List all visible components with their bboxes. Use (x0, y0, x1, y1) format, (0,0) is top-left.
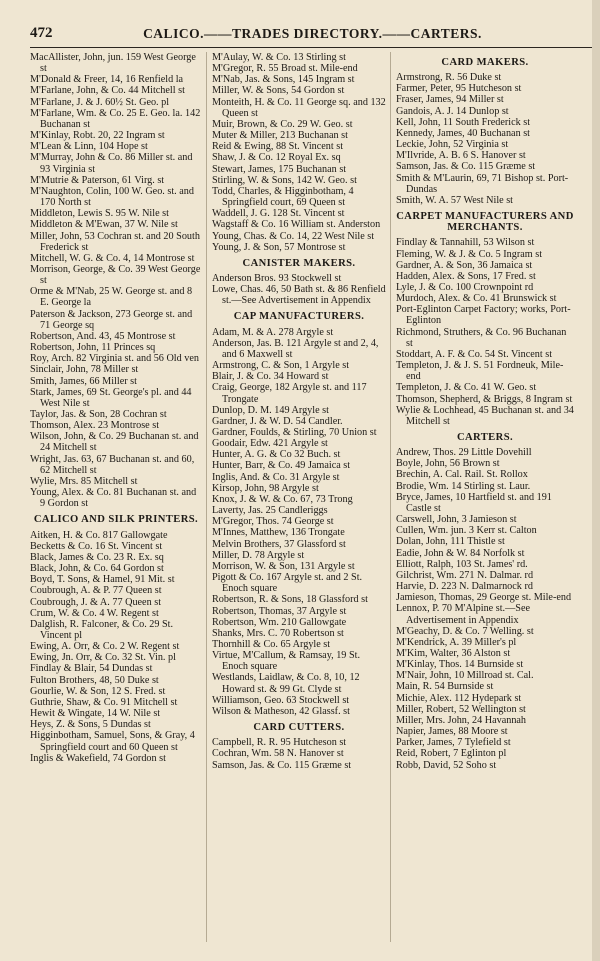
directory-entry: Monteith, H. & Co. 11 George sq. and 132 Queen st (212, 96, 386, 119)
directory-entry: Laverty, Jas. 25 Candleriggs (212, 505, 328, 517)
directory-entry: Fleming, W. & J. & Co. 5 Ingram st (396, 248, 543, 260)
directory-entry: Smith & M'Laurin, 69, 71 Bishop st. Port-Dundas (396, 172, 569, 195)
directory-entry: Bryce, James, 10 Hartfield st. and 191 Castle st (396, 491, 552, 514)
directory-entry: Boyle, John, 56 Brown st (396, 458, 500, 470)
directory-entry: Knox, J. & W. & Co. 67, 73 Trong (212, 493, 353, 505)
directory-entry: Thomson, Shepherd, & Briggs, 8 Ingram st (396, 393, 573, 405)
column-middle (212, 52, 386, 771)
section-heading: CARTERS. (456, 432, 514, 443)
directory-entry: Cochran, Wm. 58 N. Hanover st (212, 748, 344, 760)
directory-entry: Higginbotham, Samuel, Sons, & Gray, 4 Springfield court and 60 Queen st (30, 730, 195, 753)
directory-entry: Napier, James, 88 Moore st (396, 726, 508, 738)
directory-entry: Young, Chas. & Co. 14, 22 West Nile st (212, 230, 375, 242)
directory-entry: Middleton, Lewis S. 95 W. Nile st (30, 208, 169, 220)
directory-entry: Inglis, And. & Co. 31 Argyle st (212, 471, 340, 483)
directory-entry: Leckie, John, 52 Virginia st (396, 139, 509, 151)
directory-entry: Lowe, Chas. 46, 50 Bath st. & 86 Renfield st.—See Advertisement in Appendix (212, 284, 386, 307)
directory-entry: Wilson & Matheson, 42 Glassf. st (212, 705, 350, 717)
directory-entry: Stoddart, A. F. & Co. 54 St. Vincent st (396, 348, 553, 360)
directory-entry: MacAllister, John, jun. 159 West George st (30, 52, 196, 75)
page-number: 472 (30, 25, 53, 41)
directory-entry: Heys, Z. & Sons, 5 Dundas st (30, 719, 151, 731)
directory-entry: Smith, James, 66 Miller st (30, 375, 137, 387)
directory-entry: Robertson, Thomas, 37 Argyle st (212, 605, 347, 617)
directory-entry: M'Gregor, R. 55 Broad st. Mile-end (212, 63, 358, 75)
directory-entry: Templeton, J. & Co. 41 W. Geo. st (396, 382, 537, 394)
directory-entry: Hewit & Wingate, 14 W. Nile st (30, 708, 161, 720)
directory-entry: Robertson, R. & Sons, 18 Glassford st (212, 594, 368, 606)
section-heading: CARD MAKERS. (441, 57, 529, 68)
section-heading: CANISTER MAKERS. (242, 257, 356, 269)
directory-entry: Thomson, Alex. 23 Montrose st (30, 420, 160, 432)
page-header (30, 23, 595, 48)
directory-entry: M'Naughton, Colin, 100 W. Geo. st. and 170 North st (30, 185, 194, 209)
directory-entry: Robertson, Wm. 210 Gallowgate (212, 616, 347, 628)
directory-entry: Sinclair, John, 78 Miller st (30, 364, 139, 376)
directory-entry: Ewing, A. Orr, & Co. 2 W. Regent st (30, 641, 180, 653)
directory-entry: Muter & Miller, 213 Buchanan st (212, 130, 348, 142)
directory-entry: M'Lean & Linn, 104 Hope st (30, 141, 148, 153)
section-heading: CALICO AND SILK PRINTERS. (33, 514, 199, 526)
directory-entry: Carswell, John, 3 Jamieson st (396, 514, 517, 526)
directory-entry: Samson, Jas. & Co. 115 Græme st (212, 759, 352, 771)
directory-entry: Kirsop, John, 98 Argyle st (212, 482, 319, 494)
directory-entry: Inglis & Wakefield, 74 Gordon st (30, 752, 166, 764)
directory-entry: Stark, James, 69 St. George's pl. and 44 West Nile st (30, 386, 192, 409)
directory-entry: Main, R. 54 Burnside st (396, 681, 494, 693)
directory-entry: Lennox, P. 70 M'Alpine st.—See Advertisement in Appendix (396, 603, 530, 626)
directory-entry: Black, James & Co. 23 R. Ex. sq (30, 551, 164, 563)
directory-entry: Brodie, Wm. 14 Stirling st. Laur. (396, 480, 531, 492)
section-heading: CAP MANUFACTURERS. (233, 311, 365, 323)
directory-entry: M'Geachy, D. & Co. 7 Welling. st (396, 625, 534, 637)
directory-entry: Campbell, R. R. 95 Hutcheson st (212, 737, 347, 749)
directory-entry: Gardner, Foulds, & Stirling, 70 Union st (212, 427, 377, 438)
directory-entry: Williamson, Geo. 63 Stockwell st (212, 694, 350, 706)
directory-entry: M'Farlane, Wm. & Co. 25 E. Geo. la. 142 Buchanan st (30, 107, 201, 130)
directory-entry: Wylie, Mrs. 85 Mitchell st (30, 475, 138, 487)
directory-entry: Waddell, J. G. 128 St. Vincent st (212, 208, 345, 220)
directory-entry: M'Mutrie & Paterson, 61 Virg. st (30, 174, 165, 186)
directory-entry: M'Innes, Matthew, 136 Trongate (212, 527, 345, 539)
directory-entry: Farmer, Peter, 95 Hutcheson st (396, 83, 522, 95)
directory-entry: Coubrough, A. & P. 77 Queen st (30, 585, 162, 597)
section-heading: CARD CUTTERS. (253, 722, 345, 734)
directory-entry: Aitken, H. & Co. 817 Gallowgate (30, 529, 168, 541)
directory-entry: M'Nair, John, 10 Millroad st. Cal. (396, 670, 534, 682)
directory-entry: Gilchrist, Wm. 271 N. Dalmar. rd (396, 569, 534, 581)
directory-entry: Reid, Robert, 7 Eglinton pl (396, 748, 507, 760)
directory-entry: Stewart, James, 175 Buchanan st (212, 163, 347, 175)
directory-entry: Gardner, A. & Son, 36 Jamaica st (396, 259, 533, 271)
directory-entry: Jamieson, Thomas, 29 George st. Mile-end (396, 592, 572, 604)
directory-entry: M'Kinlay, Thos. 14 Burnside st (396, 659, 524, 671)
directory-entry: Gourlie, W. & Son, 12 S. Fred. st (30, 685, 166, 697)
directory-entry: Ewing, Jn. Orr, & Co. 32 St. Vin. pl (30, 652, 176, 664)
directory-entry: Blair, J. & Co. 34 Howard st (212, 371, 329, 383)
directory-entry: Brechin, A. Cal. Rail. St. Rollox (396, 469, 528, 481)
directory-entry: Taylor, Jas. & Son, 28 Cochran st (30, 409, 167, 420)
directory-entry: Michie, Alex. 112 Hydepark st (396, 692, 522, 704)
section-heading: CARPET MANUFACTURERS AND MERCHANTS. (396, 211, 574, 234)
directory-entry: Coubrough, J. & A. 77 Queen st (30, 596, 162, 608)
column-right (396, 52, 574, 771)
directory-entry: Boyd, T. Sons, & Hamel, 91 Mit. st (30, 574, 175, 586)
directory-entry: Fulton Brothers, 48, 50 Duke st (30, 674, 159, 686)
directory-entry: Parker, James, 7 Tylefield st (396, 737, 511, 749)
directory-entry: Eadie, John & W. 84 Norfolk st (396, 547, 525, 559)
directory-entry: M'Kinlay, Robt. 20, 22 Ingram st (30, 130, 165, 142)
directory-entry: Lyle, J. & Co. 100 Crownpoint rd (396, 281, 534, 293)
directory-entry: Shaw, J. & Co. 12 Royal Ex. sq (212, 152, 341, 164)
directory-entry: Hadden, Alex. & Sons, 17 Fred. st (396, 270, 536, 282)
directory-entry: Paterson & Jackson, 273 George st. and 71 George sq (30, 308, 193, 331)
column-divider (390, 52, 391, 942)
directory-entry: Miller, Robert, 52 Wellington st (396, 703, 526, 715)
directory-entry: Wright, Jas. 63, 67 Buchanan st. and 60, 62 Mitchell st (30, 453, 195, 476)
directory-entry: M'Gregor, Thos. 74 George st (212, 516, 334, 528)
directory-entry: Gardner, J. & W. D. 54 Candler. (212, 415, 343, 427)
directory-entry: Findlay & Tannahill, 53 Wilson st (396, 237, 535, 249)
directory-entry: Robertson, John, 11 Princes sq (30, 342, 156, 354)
directory-entry: Andrew, Thos. 29 Little Dovehill (396, 447, 532, 459)
column-left (30, 52, 202, 764)
adjacent-page-edge (592, 0, 600, 961)
directory-entry: Richmond, Struthers, & Co. 96 Buchanan st (396, 326, 567, 349)
directory-entry: Hunter, Barr, & Co. 49 Jamaica st (212, 460, 351, 472)
directory-entry: M'Farlane, John, & Co. 44 Mitchell st (30, 85, 185, 97)
directory-entry: Pigott & Co. 167 Argyle st. and 2 St. Enoch square (212, 572, 363, 595)
directory-entry: Miller, Mrs. John, 24 Havannah (396, 714, 527, 726)
directory-entry: Black, John, & Co. 64 Gordon st (30, 563, 164, 575)
directory-entry: M'Murray, John & Co. 86 Miller st. and 93 Virginia st (30, 152, 193, 175)
column-divider (206, 52, 207, 942)
directory-entry: Morrison, W. & Son, 131 Argyle st (212, 560, 355, 572)
directory-entry: Dunlop, D. M. 149 Argyle st (212, 404, 329, 416)
directory-entry: M'Aulay, W. & Co. 13 Stirling st (212, 52, 346, 63)
directory-entry: Murdoch, Alex. & Co. 41 Brunswick st (396, 293, 557, 305)
directory-entry: Shanks, Mrs. C. 70 Robertson st (212, 627, 344, 639)
directory-entry: Wylie & Lochhead, 45 Buchanan st. and 34 Mitchell st (396, 404, 574, 427)
directory-entry: Robb, David, 52 Soho st (396, 759, 497, 771)
directory-entry: Adam, M. & A. 278 Argyle st (212, 326, 334, 338)
directory-entry: Hunter, A. G. & Co 32 Buch. st (212, 449, 341, 461)
directory-entry: Thornhill & Co. 65 Argyle st (212, 638, 331, 650)
directory-entry: M'Farlane, J. & J. 60½ St. Geo. pl (30, 96, 170, 108)
directory-entry: M'Donald & Freer, 14, 16 Renfield la (30, 74, 184, 86)
running-title: CALICO.——TRADES DIRECTORY.——CARTERS. (143, 26, 482, 41)
directory-entry: Orme & M'Nab, 25 W. George st. and 8 E. George la (30, 286, 193, 309)
directory-entry: Port-Eglinton Carpet Factory; works, Port-Eglinton (396, 304, 571, 327)
directory-entry: Dalglish, R. Falconer, & Co. 29 St. Vincent pl (30, 618, 174, 641)
directory-entry: Dolan, John, 111 Thistle st (396, 536, 505, 548)
directory-entry: Crum, W. & Co. 4 W. Regent st (30, 607, 159, 619)
directory-entry: Elliott, Ralph, 103 St. James' rd. (396, 558, 528, 570)
directory-entry: M'Ilvride, A. B. 6 S. Hanover st (396, 150, 526, 162)
directory-entry: Templeton, J. & J. S. 51 Fordneuk, Mile-end (396, 360, 564, 383)
directory-entry: Anderson, Jas. B. 121 Argyle st and 2, 4, and 6 Maxwell st (212, 337, 379, 360)
directory-entry: M'Kendrick, A. 39 Miller's pl (396, 636, 517, 648)
directory-entry: Gandois, A. J. 14 Dunlop st (396, 105, 509, 117)
directory-entry: Kennedy, James, 40 Buchanan st (396, 127, 531, 139)
directory-entry: Armstrong, R. 56 Duke st (396, 72, 502, 84)
directory-entry: Becketts & Co. 16 St. Vincent st (30, 540, 163, 552)
directory-entry: Virtue, M'Callum, & Ramsay, 19 St. Enoch square (212, 650, 360, 673)
directory-entry: Morrison, George, & Co. 39 West George st (30, 263, 201, 287)
directory-entry: Armstrong, C. & Son, 1 Argyle st (212, 360, 350, 372)
directory-entry: Miller, John, 53 Cochran st. and 20 South Frederick st (30, 230, 200, 253)
directory-entry: Roy, Arch. 82 Virginia st. and 56 Old ven (30, 353, 199, 365)
directory-entry: Todd, Charles, & Higginbotham, 4 Springfield court, 69 Queen st (212, 185, 354, 209)
directory-entry: Findlay & Blair, 54 Dundas st (30, 663, 153, 675)
directory-entry: Samson, Jas. & Co. 115 Græme st (396, 161, 536, 173)
directory-entry: Reid & Ewing, 88 St. Vincent st (212, 141, 344, 153)
directory-entry: Mitchell, W. G. & Co. 4, 14 Montrose st (30, 252, 195, 264)
directory-entry: M'Nab, Jas. & Sons, 145 Ingram st (212, 74, 355, 86)
directory-entry: Stirling, W. & Sons, 142 W. Geo. st (212, 174, 357, 186)
directory-entry: Young, Alex. & Co. 81 Buchanan st. and 9 Gordon st (30, 487, 197, 510)
directory-entry: Guthrie, Shaw, & Co. 91 Mitchell st (30, 696, 178, 708)
directory-entry: Wilson, John, & Co. 29 Buchanan st. and 24 Mitchell st (30, 431, 199, 454)
directory-entry: Westlands, Laidlaw, & Co. 8, 10, 12 Howard st. & 99 Gt. Clyde st (212, 672, 360, 695)
directory-entry: Cullen, Wm. jun. 3 Kerr st. Calton (396, 525, 537, 537)
directory-entry: Miller, W. & Sons, 54 Gordon st (212, 85, 345, 97)
directory-entry: Craig, George, 182 Argyle st. and 117 Trongate (212, 382, 367, 405)
directory-entry: Harvie, D. 223 N. Dalmarnock rd (396, 581, 533, 593)
directory-entry: Fraser, James, 94 Miller st (396, 94, 504, 106)
directory-entry: Young, J. & Son, 57 Montrose st (212, 241, 346, 253)
directory-entry: Melvin Brothers, 37 Glassford st (212, 538, 346, 550)
directory-entry: Kell, John, 11 South Frederick st (396, 116, 531, 128)
directory-entry: M'Kim, Walter, 36 Alston st (396, 647, 511, 659)
directory-entry: Goodair, Edw. 421 Argyle st (212, 438, 328, 450)
directory-entry: Smith, W. A. 57 West Nile st (396, 194, 514, 206)
directory-entry: Middleton & M'Ewan, 37 W. Nile st (30, 219, 178, 231)
directory-entry: Robertson, And. 43, 45 Montrose st (30, 330, 176, 342)
directory-entry: Miller, D. 78 Argyle st (212, 549, 305, 561)
directory-entry: Wagstaff & Co. 16 William st. Anderston (212, 219, 381, 231)
directory-entry: Muir, Brown, & Co. 29 W. Geo. st (212, 118, 353, 130)
directory-entry: Anderson Bros. 93 Stockwell st (212, 272, 342, 284)
